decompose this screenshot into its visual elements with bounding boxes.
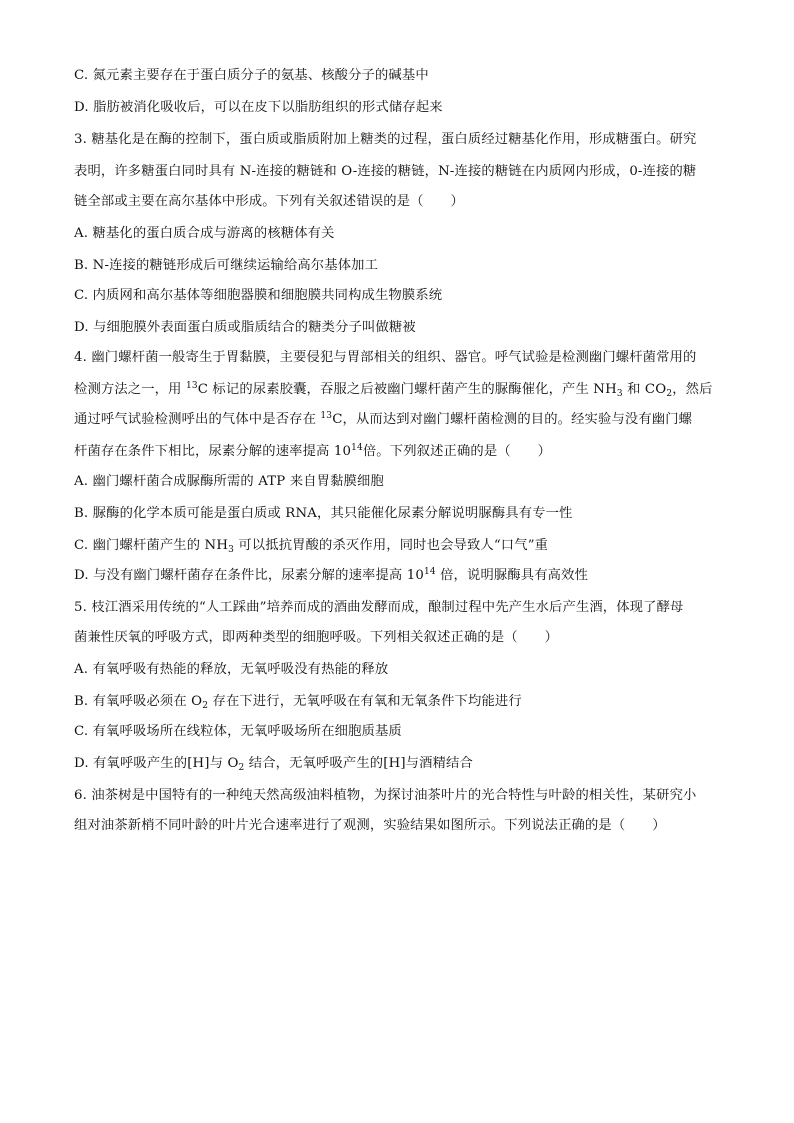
- subscript: 3: [616, 389, 623, 399]
- q4-option-c: [74, 536, 724, 556]
- q3-option-b: B. N-连接的糖链形成后可继续运输给高尔基体加工: [74, 258, 379, 273]
- text-run: C. 幽门螺杆菌产生的 NH: [74, 538, 229, 553]
- q3-stem-line-3: 链全部或主要在高尔基体中形成。下列有关叙述错误的是（ ）: [74, 194, 464, 209]
- q4-stem-line-1: 4. 幽门螺杆菌一般寄生于胃黏膜，主要侵犯与胃部相关的组织、器官。呼气试验是检测幽门螺杆菌常用的: [74, 350, 697, 365]
- superscript: 13: [320, 411, 333, 421]
- q5-stem-line-2: 菌兼性厌氧的呼吸方式，即两种类型的细胞呼吸。下列相关叙述正确的是（ ）: [74, 630, 559, 645]
- text-run: C，从而达到对幽门螺杆菌检测的目的。经实验与没有幽门螺: [332, 412, 693, 427]
- q5-option-d: [74, 754, 724, 774]
- q4-option-a: A. 幽门螺杆菌合成脲酶所需的 ATP 来自胃黏膜细胞: [74, 474, 384, 489]
- q4-stem-line-3: [74, 410, 724, 430]
- q4-option-d: [74, 566, 724, 586]
- text-run: 可以抵抗胃酸的杀灭作用，同时也会导致人“口气”重: [233, 538, 549, 553]
- q6-stem-line-1: 6. 油茶树是中国特有的一种纯天然高级油料植物，为探讨油茶叶片的光合特性与叶龄的相关性，某研究小: [74, 788, 697, 803]
- text-run: 检测方法之一，用: [74, 382, 186, 397]
- q3-option-d: D. 与细胞膜外表面蛋白质或脂质结合的糖类分子叫做糖被: [74, 320, 416, 335]
- q5-option-a: A. 有氧呼吸有热能的释放，无氧呼吸没有热能的释放: [74, 662, 389, 677]
- text-run: D. 有氧呼吸产生的[H]与 O: [74, 756, 239, 771]
- q6-stem-line-2: 组对油茶新梢不同叶龄的叶片光合速率进行了观测，实验结果如图所示。下列说法正确的是（ ）: [74, 818, 666, 833]
- text-run: 存在下进行，无氧呼吸在有氧和无氧条件下均能进行: [208, 694, 522, 709]
- text-run: 结合，无氧呼吸产生的[H]与酒精结合: [244, 756, 473, 771]
- text-run: 和 CO: [622, 382, 667, 397]
- q3-option-c: C. 内质网和高尔基体等细胞器膜和细胞膜共同构成生物膜系统: [74, 288, 443, 303]
- q2-option-d: D. 脂肪被消化吸收后，可以在皮下以脂肪组织的形式储存起来: [74, 100, 443, 115]
- text-run: 倍。下列叙述正确的是（ ）: [362, 444, 552, 459]
- q5-stem-line-1: 5. 枝江酒采用传统的“人工踩曲”培养而成的酒曲发酵而成，酿制过程中先产生水后产生酒，体现了酵母: [74, 600, 684, 615]
- q3-stem-line-1: 3. 糖基化是在酶的控制下，蛋白质或脂质附加上糖类的过程，蛋白质经过糖基化作用，形成糖蛋白。研究: [74, 132, 697, 147]
- q5-option-c: C. 有氧呼吸场所在线粒体，无氧呼吸场所在细胞质基质: [74, 724, 402, 739]
- text-run: B. 有氧呼吸必须在 O: [74, 694, 203, 709]
- superscript: 14: [423, 567, 436, 577]
- superscript: 13: [185, 381, 198, 391]
- q3-option-a: A. 糖基化的蛋白质合成与游离的核糖体有关: [74, 226, 335, 241]
- q2-option-c: C. 氮元素主要存在于蛋白质分子的氨基、核酸分子的碱基中: [74, 68, 429, 83]
- text-run: C 标记的尿素胶囊，吞服之后被幽门螺杆菌产生的脲酶催化，产生 NH: [197, 382, 617, 397]
- text-run: 倍，说明脲酶具有高效性: [435, 568, 589, 583]
- q4-option-b: B. 脲酶的化学本质可能是蛋白质或 RNA，其只能催化尿素分解说明脲酶具有专一性: [74, 506, 573, 521]
- subscript: 2: [666, 389, 673, 399]
- superscript: 14: [351, 443, 363, 453]
- text-run: 杆菌存在条件下相比，尿素分解的速率提高 10: [74, 444, 352, 459]
- text-run: ，然后: [672, 382, 713, 397]
- text-run: 通过呼气试验检测呼出的气体中是否存在: [74, 412, 321, 427]
- text-run: D. 与没有幽门螺杆菌存在条件比，尿素分解的速率提高 10: [74, 568, 424, 583]
- subscript: 2: [238, 763, 245, 773]
- q4-stem-line-4: [74, 442, 724, 462]
- q4-stem-line-2: [74, 380, 724, 400]
- q5-option-b: [74, 692, 724, 712]
- subscript: 2: [202, 701, 209, 711]
- q3-stem-line-2: 表明，许多糖蛋白同时具有 N-连接的糖链和 O-连接的糖链，N-连接的糖链在内质网内形成，0-连接的糖: [74, 164, 697, 179]
- subscript: 3: [228, 545, 234, 555]
